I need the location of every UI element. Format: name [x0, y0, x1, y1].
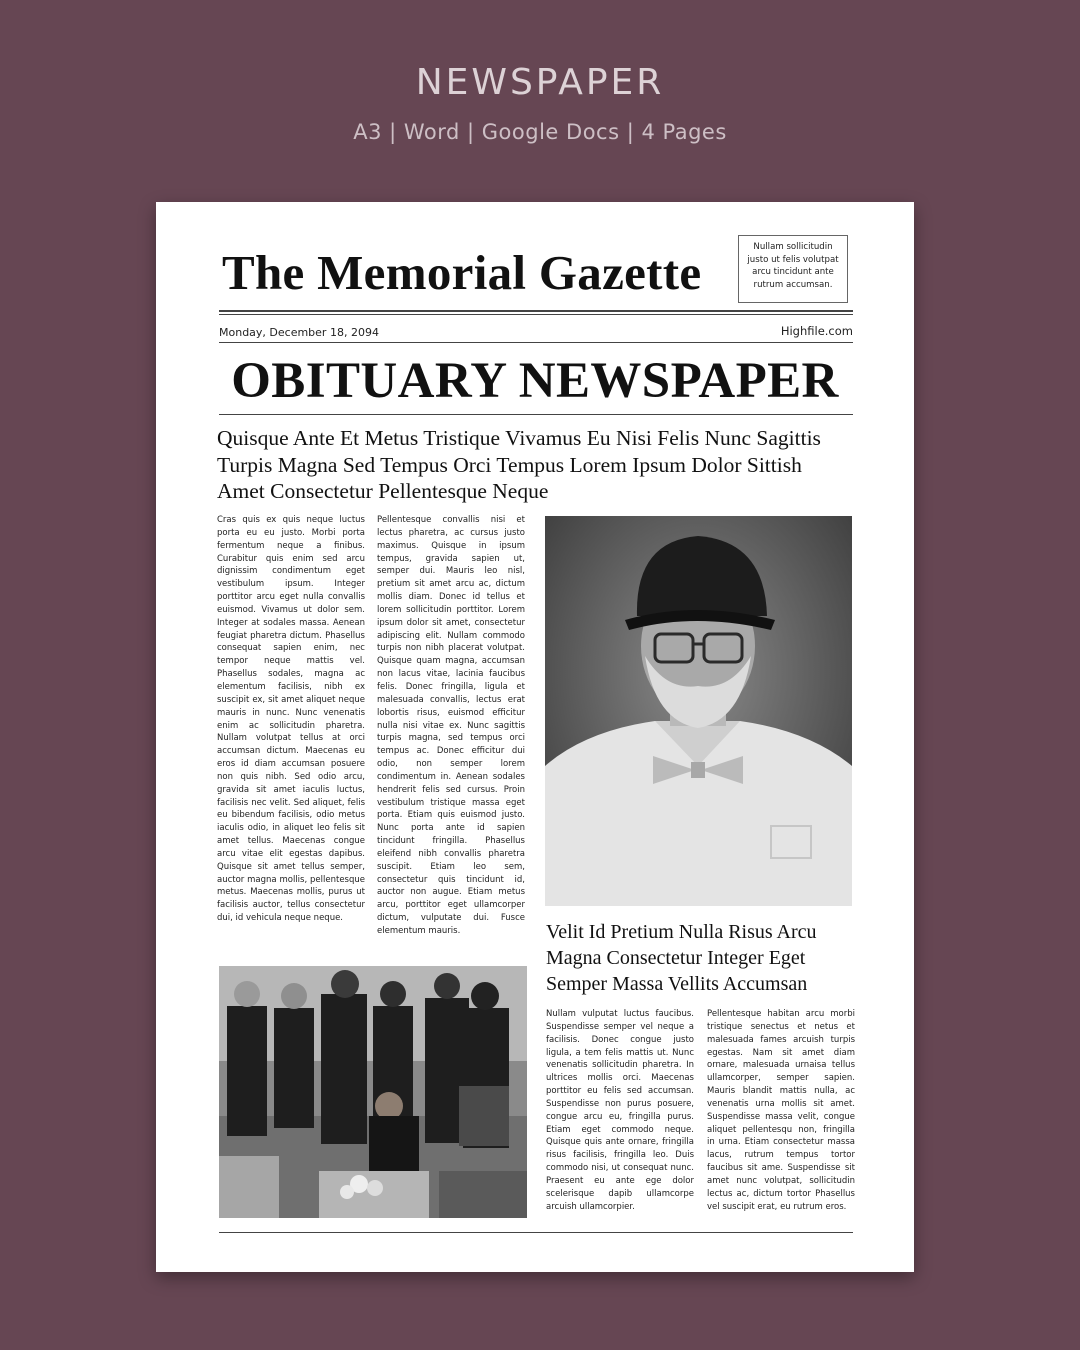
deck-subheadline: Quisque Ante Et Metus Tristique Vivamus Eu Nisi Felis Nunc Sagittis Turpis Magna Sed Tempus Orci Tempus Lorem Ipsum Dolor Sittish Amet Consectetur Pellentesque Neque — [217, 426, 821, 503]
promo-subtitle: A3 | Word | Google Docs | 4 Pages — [353, 120, 727, 144]
portrait-photo — [545, 516, 852, 906]
article-column-3: Nullam vulputat luctus faucibus. Suspendisse semper vel neque a facilisis. Donec congue justo ligula, a tem felis mattis ut. Nunc venenatis sollicitudin pharetra. In ultrices mollis orci. Maecenas porttitor eu felis sed accumsan. Suspendisse non purus posuere, congue arcu eu, fringilla purus. Etiam eget commodo neque. Quisque quis ante ornare, fringilla risus facilisis, fringilla leo. Duis commodo nisi, ut consequat nunc. Praesent eu ante ege dolor scelerisque dapib ullamcorpe arcuish ullamcorpier. — [546, 1009, 694, 1212]
funeral-photo — [219, 966, 527, 1218]
divider-rule — [219, 310, 853, 312]
main-headline: OBITUARY NEWSPAPER — [231, 353, 839, 409]
divider-rule — [219, 414, 853, 415]
issue-date: Monday, December 18, 2094 — [219, 326, 379, 339]
newspaper-page — [156, 202, 914, 1272]
article-column-2: Pellentesque convallis nisi et lectus pharetra, ac cursus justo maximus. Quisque in ipsum tempus, gravida sapien ut, semper dui. Mauris leo nisl, pretium sit amet arcu ac, dictum mollis diam. Donec id tellus et lorem sollicitudin porttitor. Lorem ipsum dolor sit amet, consectetur adipiscing elit. Nullam commodo turpis non nibh placerat volutpat. Quisque quam magna, accumsan non lacus vitae, lacinia faucibus felis. Donec fringilla, ligula et malesuada convallis, lectus erat lobortis risus, euismod efficitur nulla nisi vitae ex. Nunc sagittis turpis magna, sed tempus orci tempus ac. Donec efficitur dui odio, non semper lorem condimentum in. Aenean sodales hendrerit felis sed cursus. Proin vestibulum tristique massa eget porta. Etiam quis euismod justo. Nunc porta ante id sapien tincidunt fringilla. Phasellus eleifend nibh convallis pharetra suscipit. Etiam leo sem, consectetur quis tincidunt id, auctor non augue. Etiam metus arcu, porttitor eget ullamcorper dictum, vulputate dui. Fusce elementum mauris. — [377, 515, 525, 936]
masthead-box-note: Nullam sollicitudin justo ut felis volutpat arcu tincidunt ante rutrum accumsan. — [738, 235, 848, 303]
article-column-4: Pellentesque habitan arcu morbi tristique senectus et netus et malesuada fames arcuish turpis egestas. Nam sit amet diam ornare, malesuada urnaisa tellus ullamcorper, semper sapien. Mauris blandit mattis nulla, ac venenatis urna mollis sit amet. Suspendisse massa velit, congue aliquet pellentesqu non, fringilla in urna. Etiam consectetur massa lacus, rutrum tempus tortor faucibus sit ame. Suspendisse sit amet nunc volutpat, sollicitudin lectus ac, dictum tortor Phasellus vel suscipit erat, eu rutrum eros. — [707, 1009, 855, 1212]
secondary-headline: Velit Id Pretium Nulla Risus Arcu Magna Consectetur Integer Eget Semper Massa Vellits Accumsan — [546, 921, 817, 995]
article-column-1: Cras quis ex quis neque luctus porta eu eu justo. Morbi porta fermentum neque a finibus. Curabitur quis enim sed arcu dignissim condimentum eget vestibulum ipsum. Integer porttitor arcu eget nulla convallis euismod. Vivamus ut dolor sem. Integer at sodales massa. Aenean feugiat pharetra dictum. Phasellus consequat sapien enim, nec tempor neque mattis vel. Phasellus sodales, magna ac elementum facilisis, nibh ex suscipit ex, sit amet aliquet neque mauris in nunc. Nunc venenatis enim ac sollicitudin pharetra. Nullam volutpat tellus at orci accumsan dictum. Maecenas eu eros id diam accumsan posuere non quis nibh. Sed odio arcu, gravida sit amet iaculis luctus, facilisis nec velit. Sed aliquet, felis eu bibendum facilisis, odio metus iaculis odio, in aliquet leo felis sit amet tellus. Maecenas congue arcu vitae elit egestas dapibus. Quisque sit amet tellus semper, auctor magna mollis, pellentesque metus. Maecenas mollis, purus ut facilisis auctor, tellus consectetur dui, id vehicula neque neque. — [217, 515, 365, 924]
divider-rule — [219, 314, 853, 315]
footer-rule — [219, 1232, 853, 1233]
divider-rule — [219, 342, 853, 343]
promo-title: NEWSPAPER — [415, 62, 665, 103]
website: Highfile.com — [780, 324, 853, 338]
masthead: The Memorial Gazette — [222, 245, 702, 300]
